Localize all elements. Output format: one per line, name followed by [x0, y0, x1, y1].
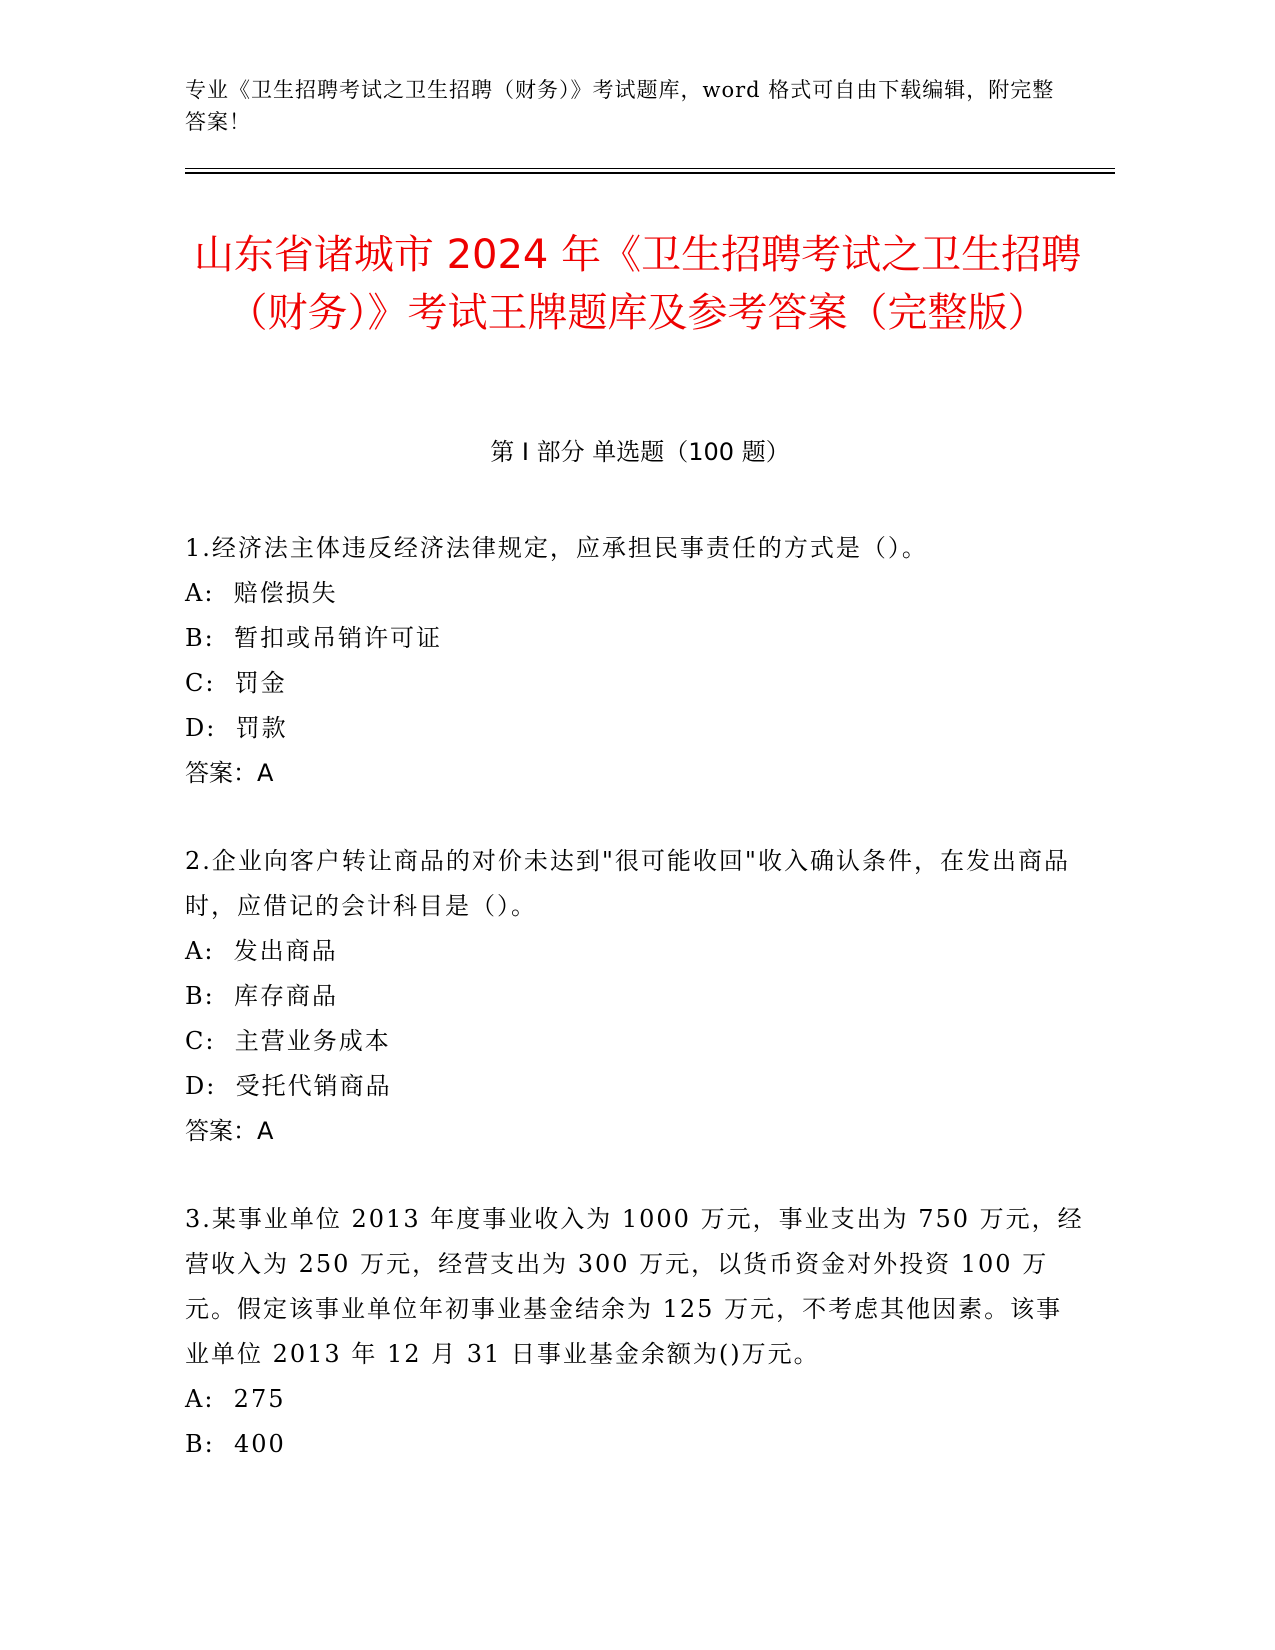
question-list: [185, 526, 1085, 1510]
section-heading: 第 I 部分 单选题（100 题）: [490, 438, 790, 466]
question-stem: 2.企业向客户转让商品的对价未达到"很可能收回"收入确认条件，在发出商品时，应借记的会计科目是（）。: [185, 847, 1070, 920]
answer-line: 答案：A: [185, 1117, 274, 1145]
header-note: 专业《卫生招聘考试之卫生招聘（财务）》考试题库，word 格式可自由下载编辑，附完整答案！: [185, 78, 1055, 134]
option-d: D: 罚款: [185, 714, 288, 742]
question-3: [185, 1197, 1085, 1467]
answer-line: 答案：A: [185, 759, 274, 787]
option-a: A: 赔偿损失: [185, 579, 338, 607]
option-c: C: 罚金: [185, 669, 287, 697]
question-2: [185, 839, 1085, 1154]
header-divider-thin: [185, 168, 1115, 169]
document-title: 山东省诸城市 2024 年《卫生招聘考试之卫生招聘（财务）》考试王牌题库及参考答案（完整版）: [193, 232, 1082, 336]
option-c: C: 主营业务成本: [185, 1027, 391, 1055]
option-a: A: 275: [185, 1385, 286, 1413]
option-b: B: 库存商品: [185, 982, 338, 1010]
option-d: D: 受托代销商品: [185, 1072, 392, 1100]
question-stem: 1.经济法主体违反经济法律规定，应承担民事责任的方式是（）。: [185, 534, 928, 562]
option-b: B: 400: [185, 1430, 286, 1458]
question-1: [185, 526, 1085, 796]
option-a: A: 发出商品: [185, 937, 338, 965]
option-b: B: 暂扣或吊销许可证: [185, 624, 442, 652]
question-stem: 3.某事业单位 2013 年度事业收入为 1000 万元，事业支出为 750 万元，经营收入为 250 万元，经营支出为 300 万元，以货币资金对外投资 100 万元。假定该事业单位年初事业基金结余为 125 万元，不考虑其他因素。该事业单位 2013 年 12 月 31 日事业基金余额为()万元。: [185, 1205, 1084, 1368]
header-divider-thick: [185, 172, 1115, 174]
